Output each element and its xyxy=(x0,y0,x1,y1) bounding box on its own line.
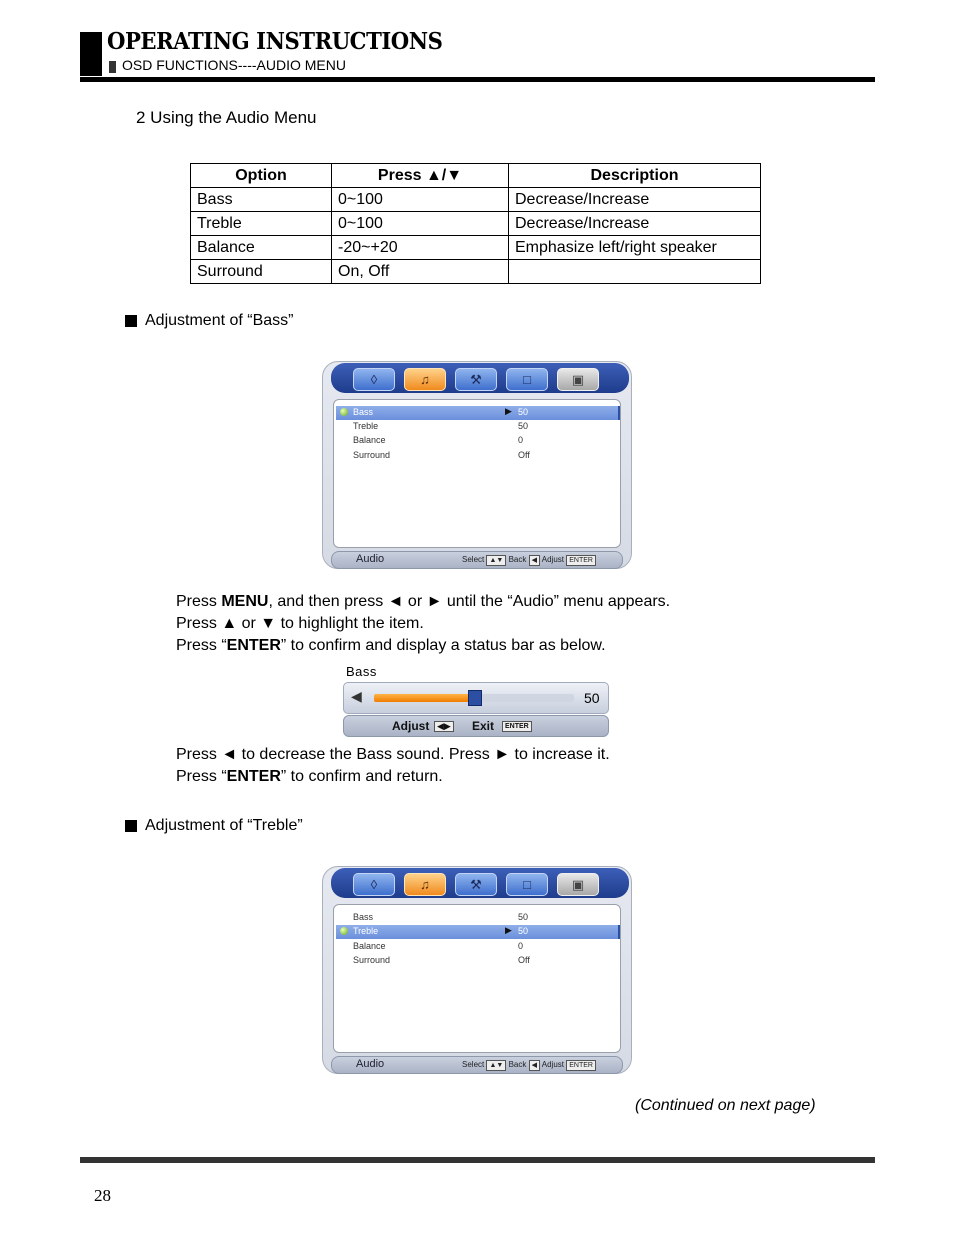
table-row xyxy=(191,212,761,236)
up-down-key-icon: ▲▼ xyxy=(486,1060,506,1071)
osd-item-value: 50 xyxy=(518,407,529,417)
page-number: 28 xyxy=(94,1186,111,1205)
pc-icon[interactable]: ▣ xyxy=(557,873,599,896)
hint-adjust: Adjust xyxy=(541,1060,564,1069)
table-header-cell: Option xyxy=(191,164,332,188)
status-bar-footer xyxy=(343,715,609,737)
enter-key: ENTER xyxy=(566,1060,596,1071)
bullet-square-icon xyxy=(125,315,137,327)
osd-item-value: Off xyxy=(518,450,530,460)
osd-menu-title: Audio xyxy=(356,553,385,565)
table-header-row xyxy=(191,164,761,188)
osd-item-surround[interactable] xyxy=(336,954,618,968)
text-run-bold: ENTER xyxy=(226,768,281,785)
osd-item-label: Balance xyxy=(353,435,386,445)
pc-icon[interactable]: ▣ xyxy=(557,368,599,391)
instruction-line xyxy=(176,766,610,788)
table-cell: Bass xyxy=(191,188,332,212)
osd-hint xyxy=(462,1060,596,1071)
picture-icon[interactable]: ◊ xyxy=(353,873,395,896)
left-right-key-icon: ◀▶ xyxy=(434,721,454,732)
osd-footer xyxy=(331,1056,623,1074)
right-arrow-icon: ▶ xyxy=(505,925,512,935)
table-cell: Decrease/Increase xyxy=(509,188,761,212)
table-row xyxy=(191,260,761,284)
hint-back: Back xyxy=(508,1060,527,1069)
selection-dot-icon xyxy=(340,927,348,935)
table-cell: 0~100 xyxy=(332,188,509,212)
bass-status-bar xyxy=(343,664,609,736)
osd-item-value: 50 xyxy=(518,912,529,922)
bass-heading-text: Adjustment of “Bass” xyxy=(145,312,294,329)
osd-audio-menu-treble xyxy=(322,866,632,1074)
osd-item-label: Treble xyxy=(353,421,379,431)
left-key-icon: ◀ xyxy=(529,1060,540,1071)
osd-footer xyxy=(331,551,623,569)
bullet-square-icon xyxy=(125,820,137,832)
enter-key: ENTER xyxy=(566,555,596,566)
table-cell: Balance xyxy=(191,236,332,260)
adjust-label: Adjust xyxy=(392,719,430,733)
level-value: 50 xyxy=(584,690,600,706)
continued-note: (Continued on next page) xyxy=(635,1097,816,1114)
audio-icon[interactable]: ♫ xyxy=(404,873,446,896)
hint-back: Back xyxy=(508,555,527,564)
osd-item-treble[interactable] xyxy=(336,925,620,939)
status-bar-label: Bass xyxy=(346,664,377,679)
status-bar-body xyxy=(343,682,609,714)
section-title: 2 Using the Audio Menu xyxy=(136,108,317,127)
osd-tab-bar xyxy=(331,363,629,393)
text-run-bold: MENU xyxy=(221,593,269,610)
instruction-line xyxy=(176,744,610,766)
text-run: Press ◄ to decrease the Bass sound. Press ► to increase it. xyxy=(176,746,610,763)
subtitle-marker xyxy=(109,61,116,73)
picture-icon[interactable]: ◊ xyxy=(353,368,395,391)
osd-item-label: Surround xyxy=(353,450,391,460)
table-cell: On, Off xyxy=(332,260,509,284)
osd-item-label: Treble xyxy=(353,926,379,936)
audio-options-table xyxy=(190,163,761,284)
osd-item-value: 50 xyxy=(518,421,529,431)
table-header-cell: Press ▲/▼ xyxy=(332,164,509,188)
hint-select: Select xyxy=(462,1060,485,1069)
osd-item-label: Bass xyxy=(353,912,374,922)
osd-item-balance[interactable] xyxy=(336,940,618,954)
table-row xyxy=(191,236,761,260)
table-cell: Decrease/Increase xyxy=(509,212,761,236)
osd-item-bass[interactable] xyxy=(336,406,620,420)
osd-item-label: Surround xyxy=(353,955,391,965)
hint-select: Select xyxy=(462,555,485,564)
instruction-line xyxy=(176,613,670,635)
osd-item-value: 0 xyxy=(518,435,524,445)
right-arrow-icon: ▶ xyxy=(505,406,512,416)
osd-item-value: 50 xyxy=(518,926,529,936)
osd-item-label: Balance xyxy=(353,941,386,951)
table-cell: Surround xyxy=(191,260,332,284)
text-run-bold: ENTER xyxy=(226,637,281,654)
text-run: ” to confirm and display a status bar as below. xyxy=(280,637,606,654)
instruction-line xyxy=(176,635,670,657)
text-run: Press “ xyxy=(176,637,227,654)
table-header-cell: Description xyxy=(509,164,761,188)
osd-item-value: Off xyxy=(518,955,530,965)
osd-tab-bar xyxy=(331,868,629,898)
osd-item-surround[interactable] xyxy=(336,449,618,463)
header-block xyxy=(80,32,102,76)
text-run: Press ▲ or ▼ to highlight the item. xyxy=(176,615,424,632)
osd-item-panel xyxy=(333,399,621,548)
tv-icon[interactable]: □ xyxy=(506,873,548,896)
footer-rule xyxy=(80,1157,875,1163)
text-run: Press “ xyxy=(176,768,227,785)
osd-audio-menu-bass xyxy=(322,361,632,569)
audio-icon[interactable]: ♫ xyxy=(404,368,446,391)
tv-icon[interactable]: □ xyxy=(506,368,548,391)
bass-heading xyxy=(125,312,294,330)
osd-item-value: 0 xyxy=(518,941,524,951)
osd-item-treble[interactable] xyxy=(336,420,618,434)
table-cell: -20~+20 xyxy=(332,236,509,260)
header-rule xyxy=(80,77,875,82)
text-run: ” to confirm and return. xyxy=(280,768,443,785)
osd-menu-title: Audio xyxy=(356,1058,385,1070)
osd-item-label: Bass xyxy=(353,407,374,417)
page-title: OPERATING INSTRUCTIONS xyxy=(107,28,443,55)
instruction-line xyxy=(176,591,670,613)
level-track[interactable] xyxy=(374,694,574,702)
table-cell xyxy=(509,260,761,284)
hint-adjust: Adjust xyxy=(541,555,564,564)
table-row xyxy=(191,188,761,212)
text-run: Press xyxy=(176,593,222,610)
speaker-icon: ◀ xyxy=(351,688,362,704)
treble-heading-text: Adjustment of “Treble” xyxy=(145,817,303,834)
osd-item-bass[interactable] xyxy=(336,911,618,925)
exit-label: Exit xyxy=(472,719,495,733)
up-down-key-icon: ▲▼ xyxy=(486,555,506,566)
setup-icon[interactable]: ⚒ xyxy=(455,873,497,896)
bass-instructions xyxy=(176,591,670,657)
enter-key: ENTER xyxy=(502,721,532,732)
level-handle[interactable] xyxy=(468,690,482,706)
text-run: , and then press ◄ or ► until the “Audio” menu appears. xyxy=(268,593,671,610)
bass-adjust-instructions xyxy=(176,744,610,788)
selection-dot-icon xyxy=(340,408,348,416)
treble-heading xyxy=(125,817,303,835)
osd-hint xyxy=(462,555,596,566)
table-cell: Treble xyxy=(191,212,332,236)
level-fill xyxy=(374,694,474,702)
osd-item-panel xyxy=(333,904,621,1053)
page-subtitle: OSD FUNCTIONS----AUDIO MENU xyxy=(122,57,346,73)
table-cell: Emphasize left/right speaker xyxy=(509,236,761,260)
left-key-icon: ◀ xyxy=(529,555,540,566)
table-cell: 0~100 xyxy=(332,212,509,236)
osd-item-balance[interactable] xyxy=(336,434,618,448)
setup-icon[interactable]: ⚒ xyxy=(455,368,497,391)
